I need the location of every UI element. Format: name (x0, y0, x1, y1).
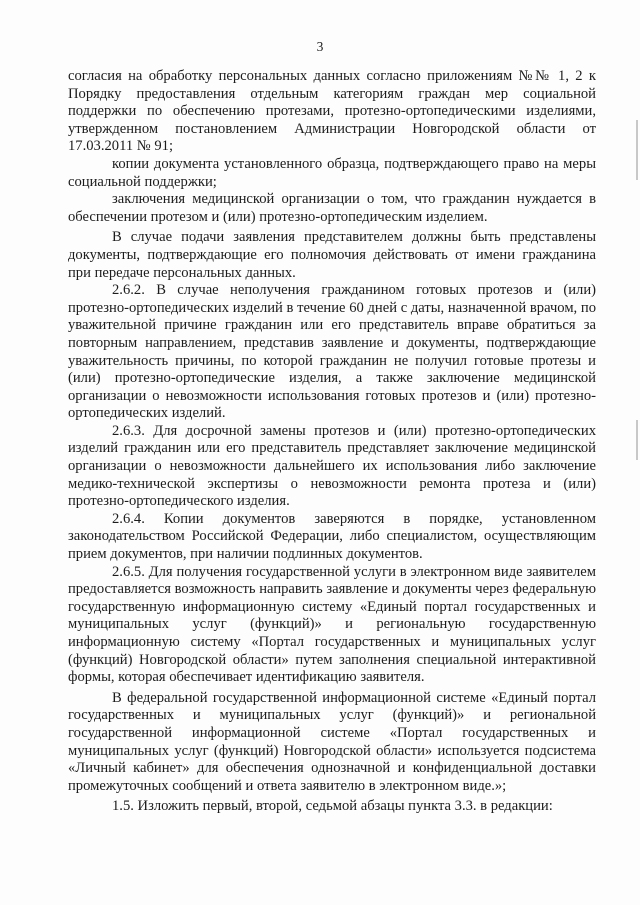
document-body (68, 68, 596, 816)
paragraph-2-6-3: 2.6.3. Для досрочной замены протезов и (или) протезно-ортопедических изделий гражданин или его представитель представляет заключение медицинской организации о невозможности дальнейшего их использования либо заключение медико-технической экспертизы о невозможности ремонта протеза и (или) протезно-ортопедического изделия. (68, 422, 596, 510)
paragraph-personal-account: В федеральной государственной информационной системе «Единый портал государственных и муниципальных услуг (функций)» и региональной государственной информационной системе «Портал государственных и муниципальных услуг (функций) Новгородской области» используется подсистема «Личный кабинет» для обеспечения однозначной и конфиденциальной доставки промежуточных сообщений и ответа заявителю в электронном виде.»; (68, 689, 596, 794)
paragraph-representative: В случае подачи заявления представителем должны быть представлены документы, подтверждающие его полномочия действовать от имени гражданина при передаче персональных данных. (68, 229, 596, 281)
scan-edge-mark (636, 420, 638, 460)
paragraph-consent: согласия на обработку персональных данных согласно приложениям №№ 1, 2 к Порядку предоставления отдельным категориям граждан мер социальной поддержки по обеспечению протезами, протезно-ортопедическими изделиями, утвержденном постановлением Администрации Новгородской области от 17.03.2011 № 91; (68, 68, 596, 155)
paragraph-document-copy: копии документа установленного образца, подтверждающего право на меры социальной поддержки; (68, 155, 596, 190)
paragraph-2-6-5: 2.6.5. Для получения государственной услуги в электронном виде заявителем предоставляется возможность направить заявление и документы через федеральную государственную информационную систему «Единый портал государственных и муниципальных услуг (функций)» и региональную государственную информационную систему «Портал государственных и муниципальных услуг (функций) Новгородской области» путем заполнения специальной интерактивной формы, которая обеспечивает идентификацию заявителя. (68, 563, 596, 686)
scan-edge-mark (636, 120, 638, 180)
paragraph-1-5: 1.5. Изложить первый, второй, седьмой абзацы пункта 3.3. в редакции: (112, 798, 553, 815)
paragraph-2-6-4: 2.6.4. Копии документов заверяются в порядке, установленном законодательством Российской Федерации, либо специалистом, осуществляющим прием документов, при наличии подлинных документов. (68, 510, 596, 563)
paragraph-2-6-2: 2.6.2. В случае неполучения гражданином готовых протезов и (или) протезно-ортопедических изделий в течение 60 дней с даты, назначенной врачом, по уважительной причине гражданин или его представитель вправе обратиться за повторным направлением, представив заявление и документы, подтверждающие уважительность причины, по которой гражданин не получил готовые протезы и (или) протезно-ортопедические изделия, а также заключение медицинской организации о невозможности использования готовых протезов и (или) протезно-ортопедических изделий. (68, 282, 596, 422)
paragraph-medical-conclusion: заключения медицинской организации о том, что гражданин нуждается в обеспечении протезом и (или) протезно-ортопедическим изделием. (68, 191, 596, 225)
page-number: 3 (316, 39, 324, 54)
